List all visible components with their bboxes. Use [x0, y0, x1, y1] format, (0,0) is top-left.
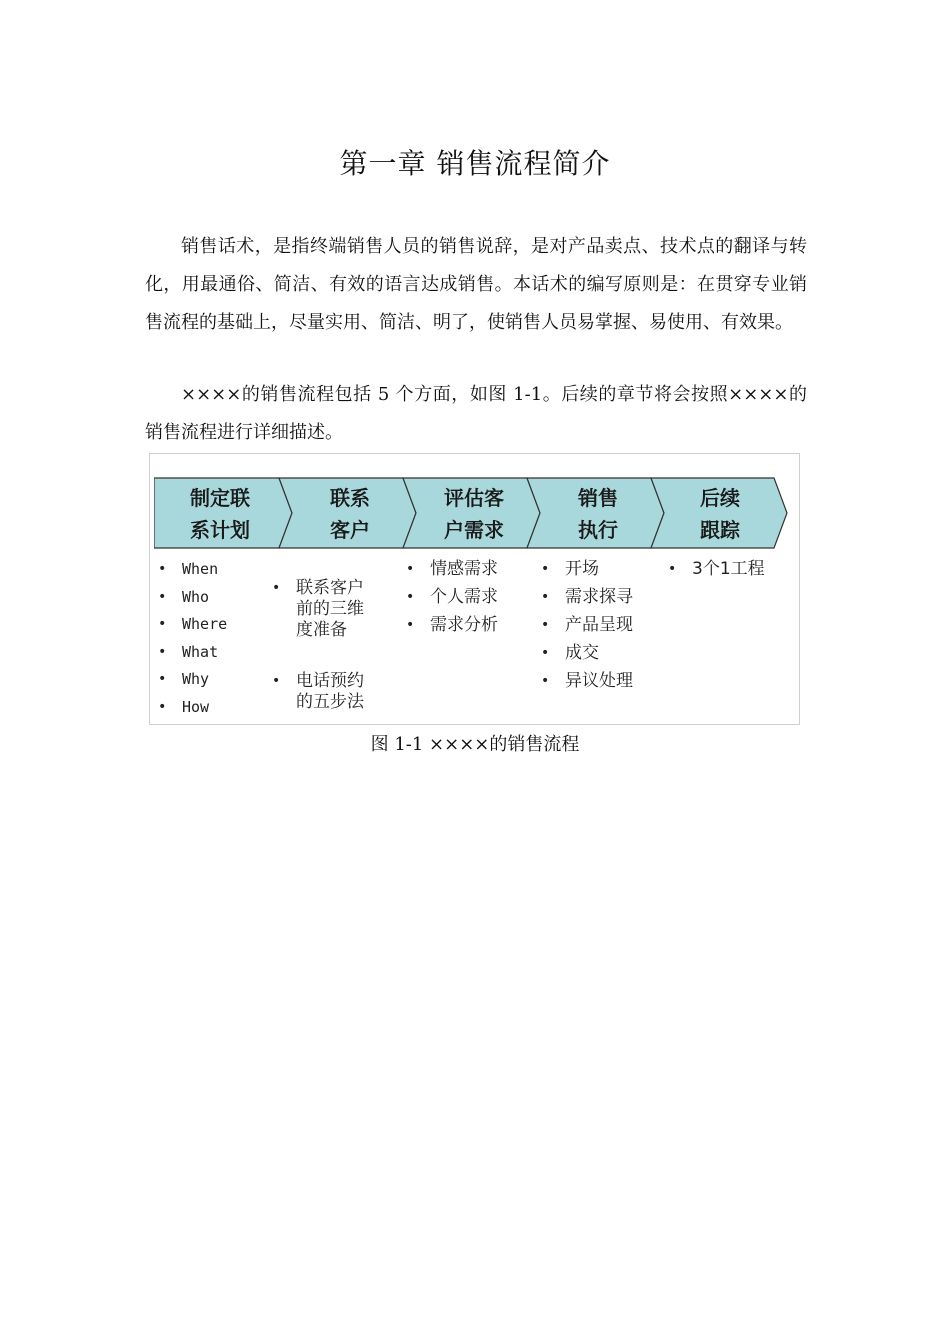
- step-label-follow-up: 后续 跟踪: [700, 486, 740, 542]
- chapter-title: 第一章 销售流程简介: [339, 147, 611, 180]
- step-label-contact-customer: 联系 客户: [330, 486, 370, 542]
- step-2-items: [270, 558, 390, 743]
- list-item: • 需求分析: [404, 614, 524, 636]
- step-3-items: [404, 558, 524, 642]
- list-item: • 异议处理: [539, 670, 659, 692]
- list-item: • Who: [156, 586, 266, 608]
- step-label-plan-contact: 制定联 系计划: [190, 486, 250, 542]
- list-item: • 情感需求: [404, 558, 524, 580]
- step-5-items: [666, 558, 786, 586]
- list-item: • 成交: [539, 642, 659, 664]
- figure-caption: 图 1-1 ××××的销售流程: [370, 734, 580, 755]
- sales-process-figure: [149, 453, 800, 725]
- list-item: • What: [156, 641, 266, 663]
- step-1-items: [156, 558, 266, 724]
- list-item: • 3个1工程: [666, 558, 786, 580]
- list-item: • 产品呈现: [539, 614, 659, 636]
- intro-paragraph: 销售话术，是指终端销售人员的销售说辞，是对产品卖点、技术点的翻译与转化，用最通俗、简洁、有效的语言达成销售。本话术的编写原则是：在贯穿专业销售流程的基础上，尽量实用、简洁、明了，使销售人员易掌握、易使用、有效果。: [145, 236, 807, 333]
- list-item: • 电话预约 的五步法: [270, 671, 390, 713]
- list-item: • 个人需求: [404, 586, 524, 608]
- list-item: • When: [156, 558, 266, 580]
- list-item: • 开场: [539, 558, 659, 580]
- process-paragraph: ××××的销售流程包括 5 个方面，如图 1-1。后续的章节将会按照××××的销售流程进行详细描述。: [145, 384, 807, 443]
- list-item: • Where: [156, 613, 266, 635]
- step-label-sales-execution: 销售 执行: [578, 486, 618, 542]
- step-4-items: [539, 558, 659, 698]
- process-chevron-row: [154, 476, 792, 550]
- list-item: • How: [156, 696, 266, 718]
- step-label-assess-needs: 评估客 户需求: [444, 486, 504, 542]
- list-item: • Why: [156, 668, 266, 690]
- list-item: • 联系客户 前的三维 度准备: [270, 578, 390, 641]
- list-item: • 需求探寻: [539, 586, 659, 608]
